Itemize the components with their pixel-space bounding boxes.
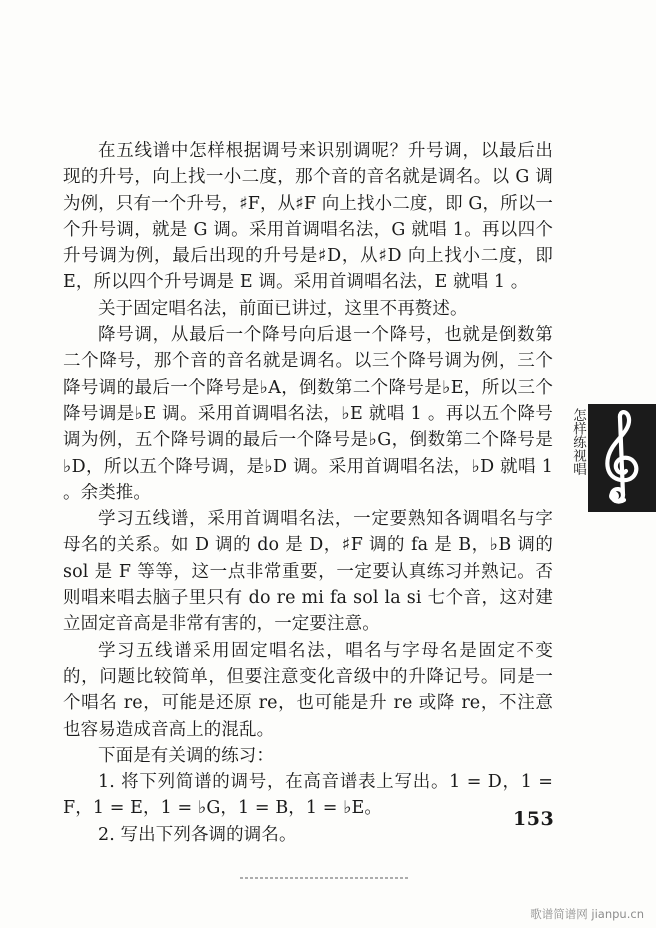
exercise-heading: 下面是有关调的练习：: [98, 745, 274, 766]
chapter-side-tab: [566, 404, 656, 512]
body-text: [63, 138, 553, 848]
site-watermark: 歌谱简谱网 jianpu.cn: [530, 907, 644, 921]
paragraph-movable-doh: 学习五线谱，采用首调唱名法，一定要熟知各调唱名与字母名的关系。如 D 调的 do 是 D，♯F 调的 fa 是 B，♭B 调的 sol 是 F 等等，这一点非常重要，一定要认真练习并熟记。否则唱来唱去脑子里只有 do re mi fa sol la si 七个音，这对建立固定音高是非常有害的，一定要注意。: [63, 509, 553, 635]
treble-clef-icon: [588, 404, 656, 512]
page-number: 153: [513, 808, 555, 830]
paragraph-fixed-doh: 关于固定唱名法，前面已讲过，这里不再赘述。: [98, 298, 468, 319]
bottom-decorative-rule: [240, 877, 410, 879]
paragraph-flat-keys: 降号调，从最后一个降号向后退一个降号，也就是倒数第二个降号，那个音的音名就是调名。以三个降号调为例，三个降号调的最后一个降号是♭A，倒数第二个降号是♭E，所以三个降号调是♭E 调。采用首调唱名法，♭E 就唱 1 。再以五个降号调为例，五个降号调的最后一个降号是♭G，倒数第二个降号是♭D，所以五个降号调，是♭D 调。采用首调唱名法，♭D 就唱 1 。余类推。: [63, 325, 553, 503]
clef-badge: [588, 404, 656, 512]
chapter-side-label: 怎样练视唱: [570, 408, 586, 476]
paragraph-fixed-doh-note: 学习五线谱采用固定唱名法，唱名与字母名是固定不变的，问题比较简单，但要注意变化音级中的升降记号。同是一个唱名 re，可能是还原 re，也可能是升 re 或降 re，不注意也容易造成音高上的混乱。: [63, 640, 553, 740]
exercise-item-2: 2. 写出下列各调的调名。: [98, 824, 297, 845]
exercise-item-1: 1. 将下列简谱的调号，在高音谱表上写出。1 = D，1 = F，1 = E，1 = ♭G，1 = B，1 = ♭E。: [63, 772, 553, 819]
paragraph-sharp-keys: 在五线谱中怎样根据调号来识别调呢？升号调，以最后出现的升号，向上找一小二度，那个音的音名就是调名。以 G 调为例，只有一个升号，♯F，从♯F 向上找小二度，即 G，所以一个升号调，就是 G 调。采用首调唱名法，G 就唱 1。再以四个升号调为例，最后出现的升号是♯D，从♯D 向上找小二度，即 E，所以四个升号调是 E 调。采用首调唱名法，E 就唱 1 。: [63, 141, 553, 293]
